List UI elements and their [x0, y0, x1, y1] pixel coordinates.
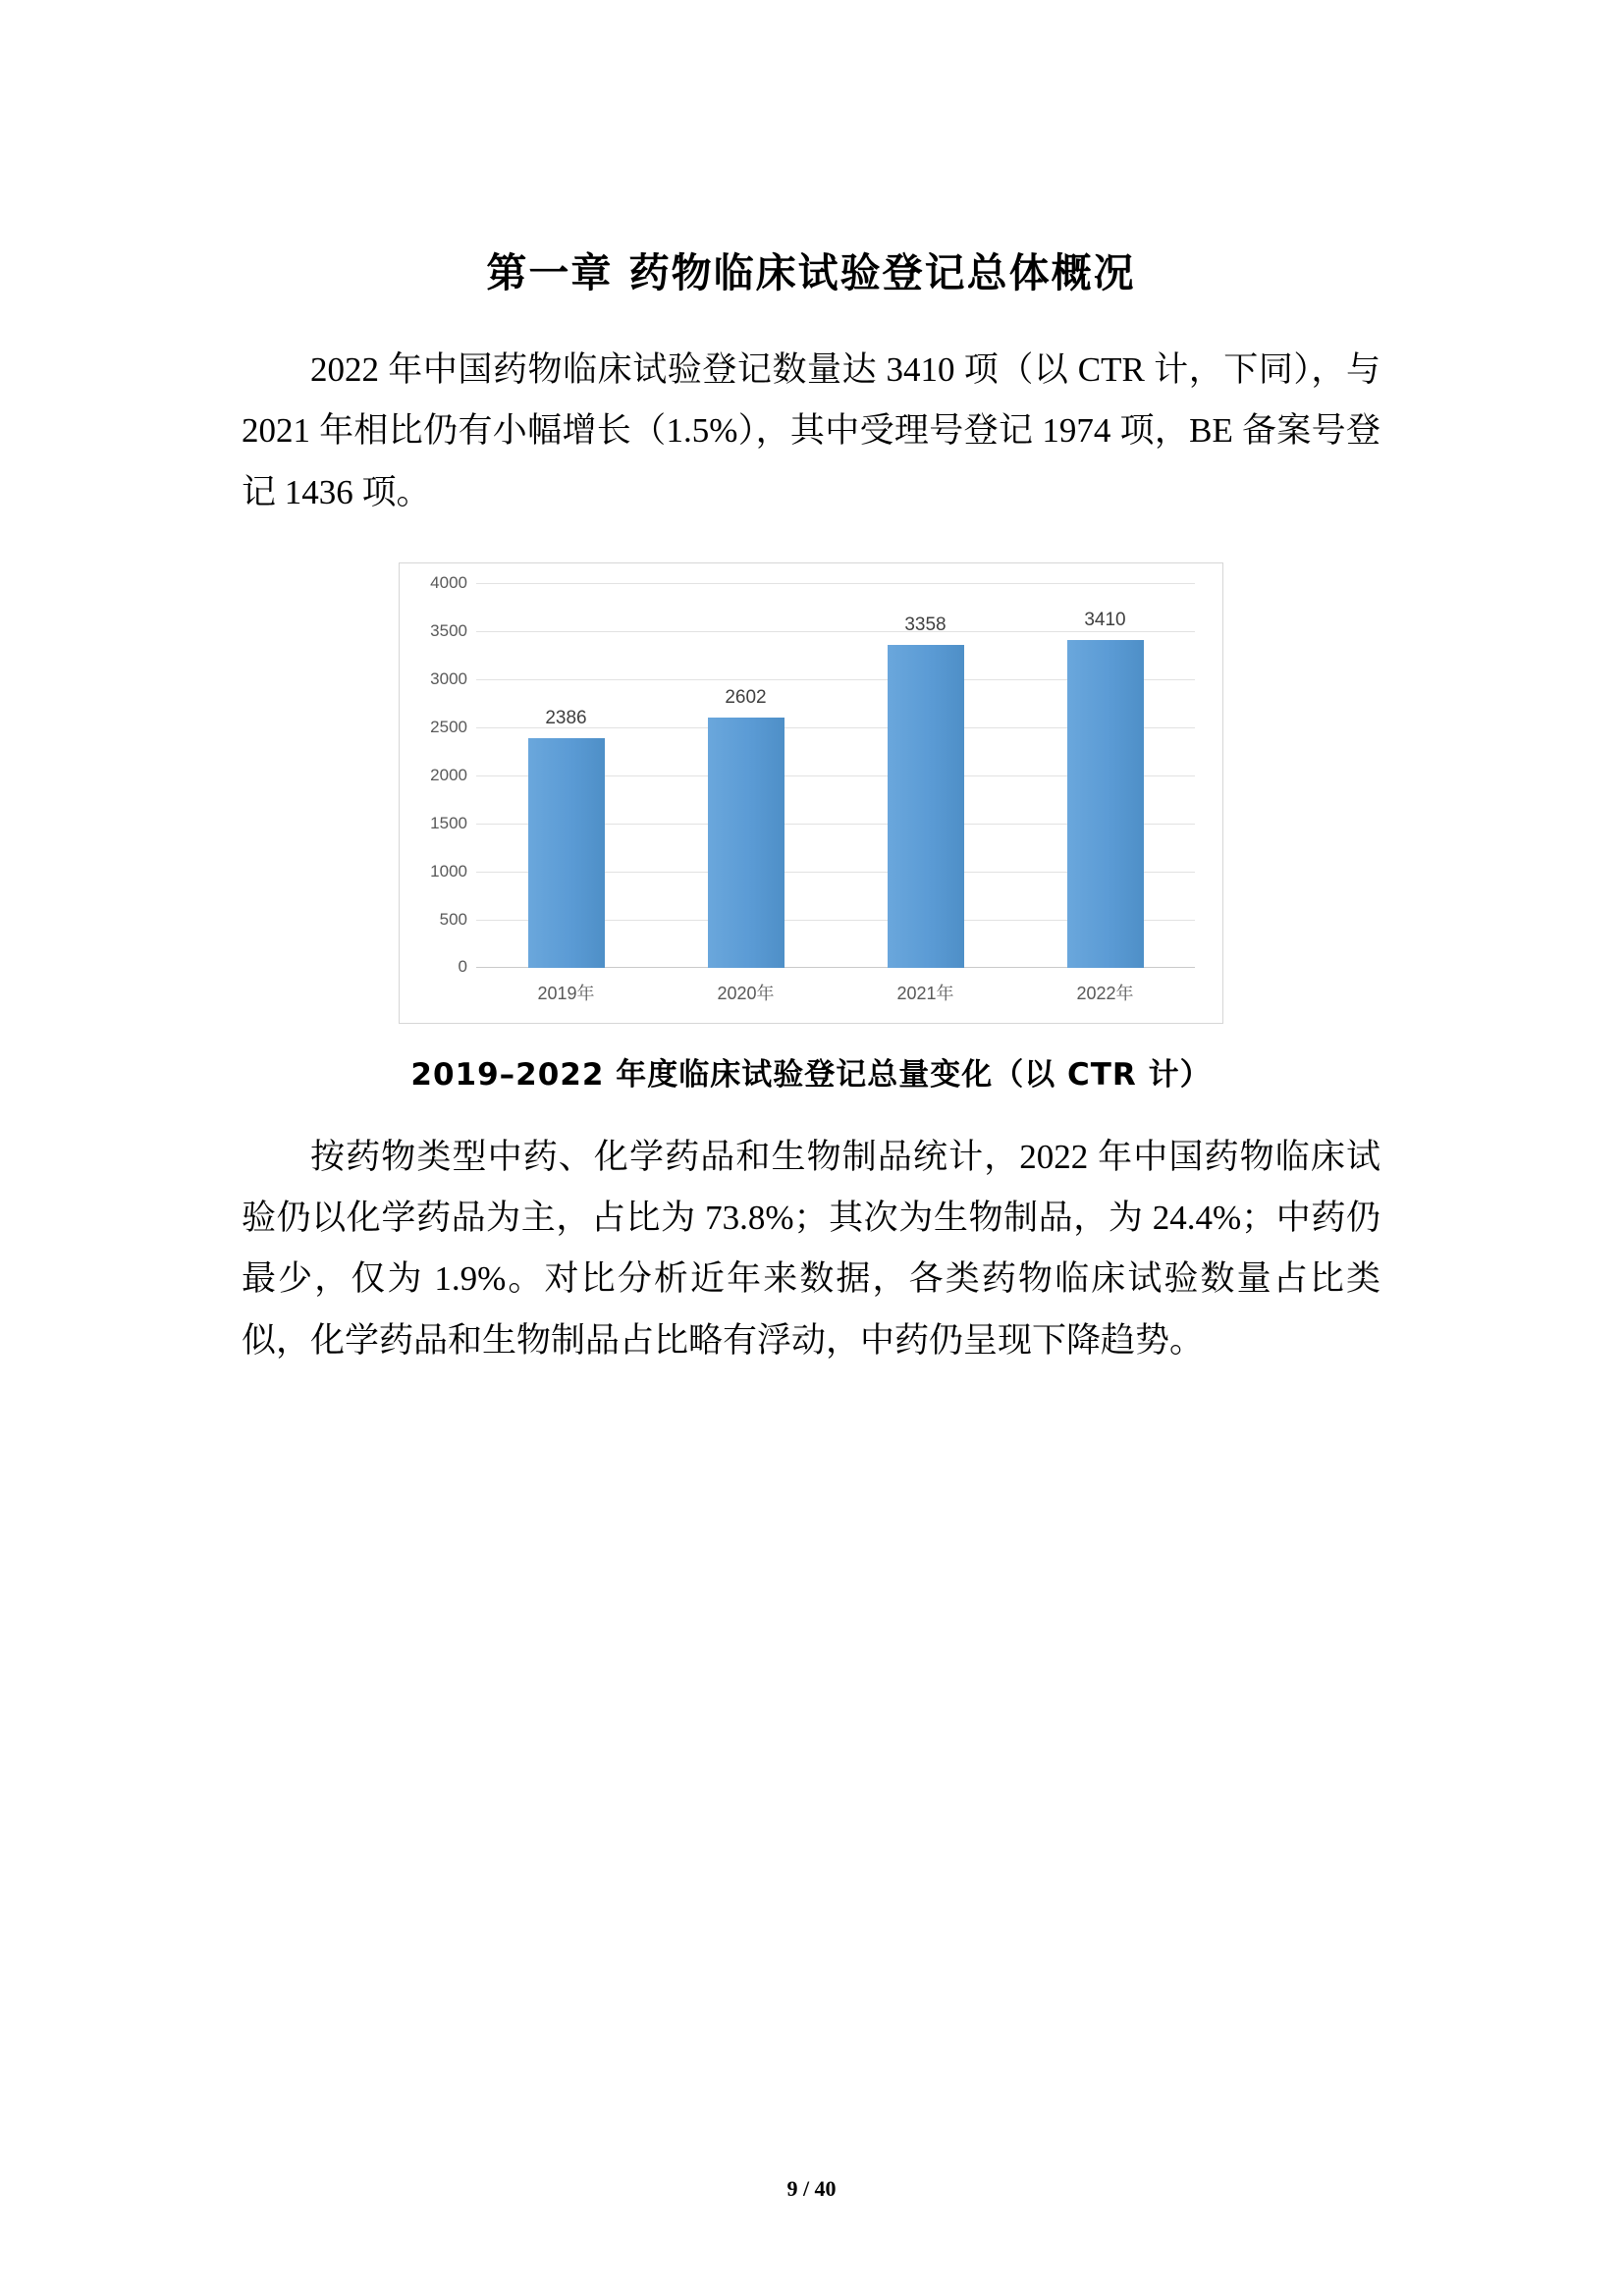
bar-value-label: 2386 [545, 708, 587, 729]
y-tick-label: 2000 [430, 765, 467, 784]
bar-column [476, 583, 656, 968]
bar-value-label: 2602 [725, 686, 767, 708]
bar-2020 [708, 686, 784, 968]
y-tick-label: 1500 [430, 813, 467, 832]
chapter-title: 第一章 药物临床试验登记总体概况 [486, 249, 1136, 296]
x-axis-labels [476, 980, 1195, 1005]
bar-2022 [1067, 609, 1144, 968]
bar-value-label: 3410 [1084, 609, 1126, 630]
y-tick-label: 2500 [430, 717, 467, 736]
bar-chart [399, 562, 1223, 1024]
y-tick-label: 3500 [430, 620, 467, 640]
x-tick-label: 2021年 [896, 983, 954, 1003]
y-tick-label: 0 [458, 956, 467, 976]
y-tick-label: 500 [439, 909, 467, 929]
bar-column [1015, 583, 1195, 968]
figure-caption: 2019–2022 年度临床试验登记总量变化（以 CTR 计） [410, 1056, 1212, 1093]
x-tick-label: 2020年 [717, 983, 775, 1003]
paragraph-overview: 2022 年中国药物临床试验登记数量达 3410 项（以 CTR 计，下同），与 2021 年相比仍有小幅增长（1.5%），其中受理号登记 1974 项，BE 备案号登记 1436 项。 [242, 350, 1380, 511]
bar-2019 [528, 708, 605, 968]
chart-plot-area [430, 572, 1195, 976]
page-number: 9 / 40 [786, 2176, 837, 2201]
x-tick-label: 2022年 [1076, 983, 1134, 1003]
bar-value-label: 3358 [904, 614, 947, 635]
y-tick-label: 4000 [430, 572, 467, 592]
bar-2021 [888, 614, 964, 968]
page-content [242, 0, 1380, 1406]
x-tick-label: 2019年 [537, 983, 595, 1003]
y-tick-label: 3000 [430, 668, 467, 688]
bar-column [836, 583, 1015, 968]
paragraph-drug-types: 按药物类型中药、化学药品和生物制品统计，2022 年中国药物临床试验仍以化学药品为主，占比为 73.8%；其次为生物制品，为 24.4%；中药仍最少，仅为 1.9%。对比分析近年来数据，各类药物临床试验数量占比类似，化学药品和生物制品占比略有浮动，中药仍呈现下降趋势。 [242, 1137, 1380, 1360]
bar-series [476, 583, 1195, 968]
y-tick-label: 1000 [430, 861, 467, 881]
bar-column [656, 583, 836, 968]
